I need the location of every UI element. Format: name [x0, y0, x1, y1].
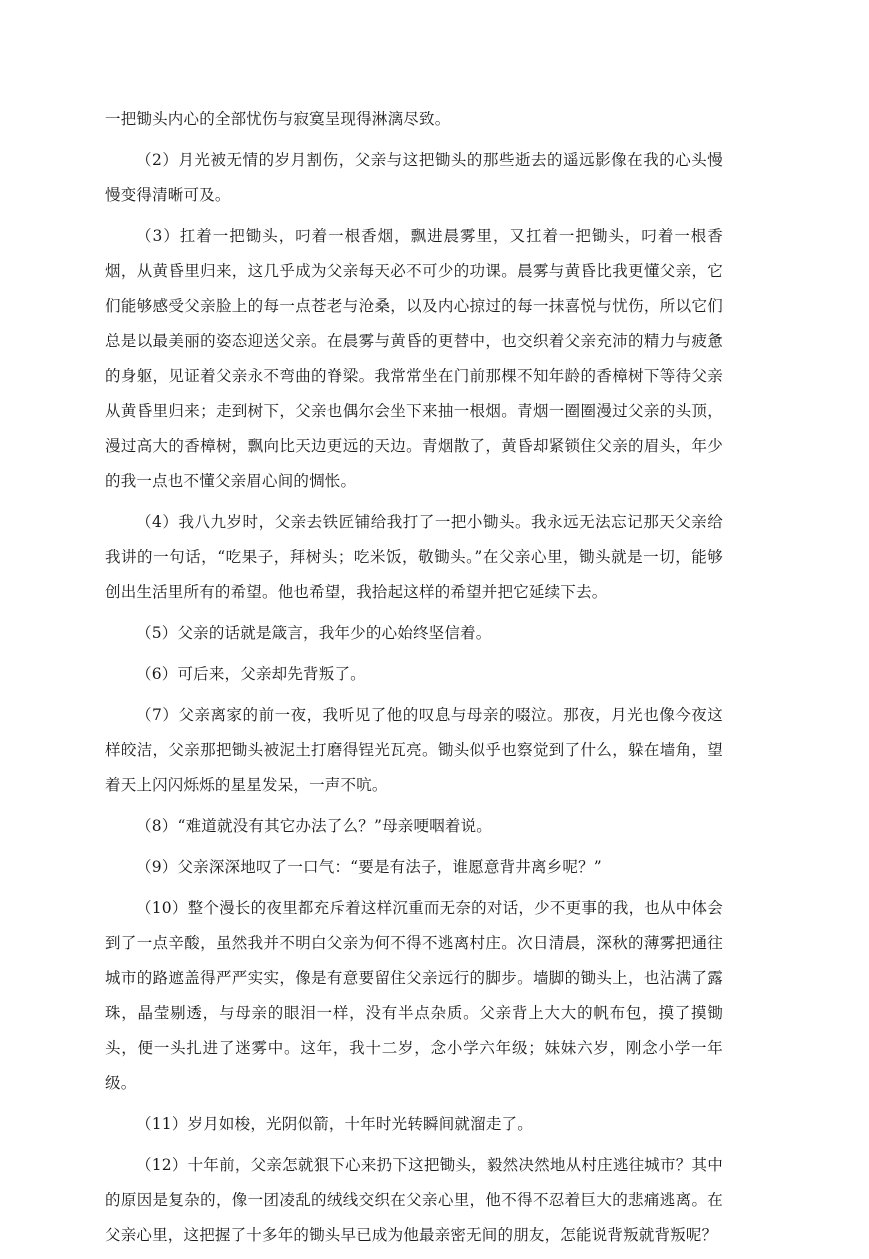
paragraph-11: （11）岁月如梭，光阴似箭，十年时光转瞬间就溜走了。: [136, 1115, 533, 1133]
paragraph-7: （7）父亲离家的前一夜，我听见了他的叹息与母亲的啜泣。那夜，月光也像今夜这样皎洁，父亲那把锄头被泥土打磨得锃光瓦亮。锄头似乎也察觉到了什么，躲在墙角，望着天上闪闪烁烁的星星发呆，一声不吭。: [105, 706, 723, 794]
document-page: [105, 102, 723, 1259]
paragraph-3: （3）扛着一把锄头，叼着一根香烟，飘进晨雾里，又扛着一把锄头，叼着一根香烟，从黄昏里归来，这几乎成为父亲每天必不可少的功课。晨雾与黄昏比我更懂父亲，它们能够感受父亲脸上的每一点苍老与沧桑，以及内心掠过的每一抹喜悦与忧伤，所以它们总是以最美丽的姿态迎送父亲。在晨雾与黄昏的更替中，也交织着父亲充沛的精力与疲惫的身躯，见证着父亲永不弯曲的脊梁。我常常坐在门前那棵不知年龄的香樟树下等待父亲从黄昏里归来；走到树下，父亲也偶尔会坐下来抽一根烟。青烟一圈圈漫过父亲的头顶，漫过高大的香樟树，飘向比天边更远的天边。青烟散了，黄昏却紧锁住父亲的眉头，年少的我一点也不懂父亲眉心间的惆怅。: [105, 227, 723, 490]
paragraph-5: （5）父亲的话就是箴言，我年少的心始终坚信着。: [136, 624, 492, 642]
paragraph-6: （6）可后来，父亲却先背叛了。: [136, 665, 366, 683]
paragraph-10: （10）整个漫长的夜里都充斥着这样沉重而无奈的对话，少不更事的我，也从中体会到了一点辛酸，虽然我并不明白父亲为何不得不逃离村庄。次日清晨，深秋的薄雾把通往城市的路遮盖得严严实实，像是有意要留住父亲远行的脚步。墙脚的锄头上，也沾满了露珠，晶莹剔透，与母亲的眼泪一样，没有半点杂质。父亲背上大大的帆布包，摸了摸锄头，便一头扎进了迷雾中。这年，我十二岁，念小学六年级；妹妹六岁，刚念小学一年级。: [105, 899, 723, 1092]
paragraph-9: （9）父亲深深地叹了一口气：“要是有法子，谁愿意背井离乡呢？”: [136, 858, 602, 876]
paragraph-12: （12）十年前，父亲怎就狠下心来扔下这把锄头，毅然决然地从村庄逃往城市？其中的原因是复杂的，像一团凌乱的绒线交织在父亲心里，他不得不忍着巨大的悲痛逃离。在父亲心里，这把握了十多年的锄头早已成为他最亲密无间的朋友，怎能说背叛就背叛呢？: [105, 1156, 723, 1244]
paragraph-2: （2）月光被无情的岁月割伤，父亲与这把锄头的那些逝去的遥远影像在我的心头慢慢变得清晰可及。: [105, 151, 723, 204]
paragraph-4: （4）我八九岁时，父亲去铁匠铺给我打了一把小锄头。我永远无法忘记那天父亲给我讲的一句话，“吃果子，拜树头；吃米饭，敬锄头。”在父亲心里，锄头就是一切，能够创出生活里所有的希望。他也希望，我拾起这样的希望并把它延续下去。: [105, 513, 723, 601]
paragraph-8: （8）“难道就没有其它办法了么？”母亲哽咽着说。: [136, 817, 493, 835]
paragraph-continued: 一把锄头内心的全部忧伤与寂寞呈现得淋漓尽致。: [105, 110, 451, 128]
